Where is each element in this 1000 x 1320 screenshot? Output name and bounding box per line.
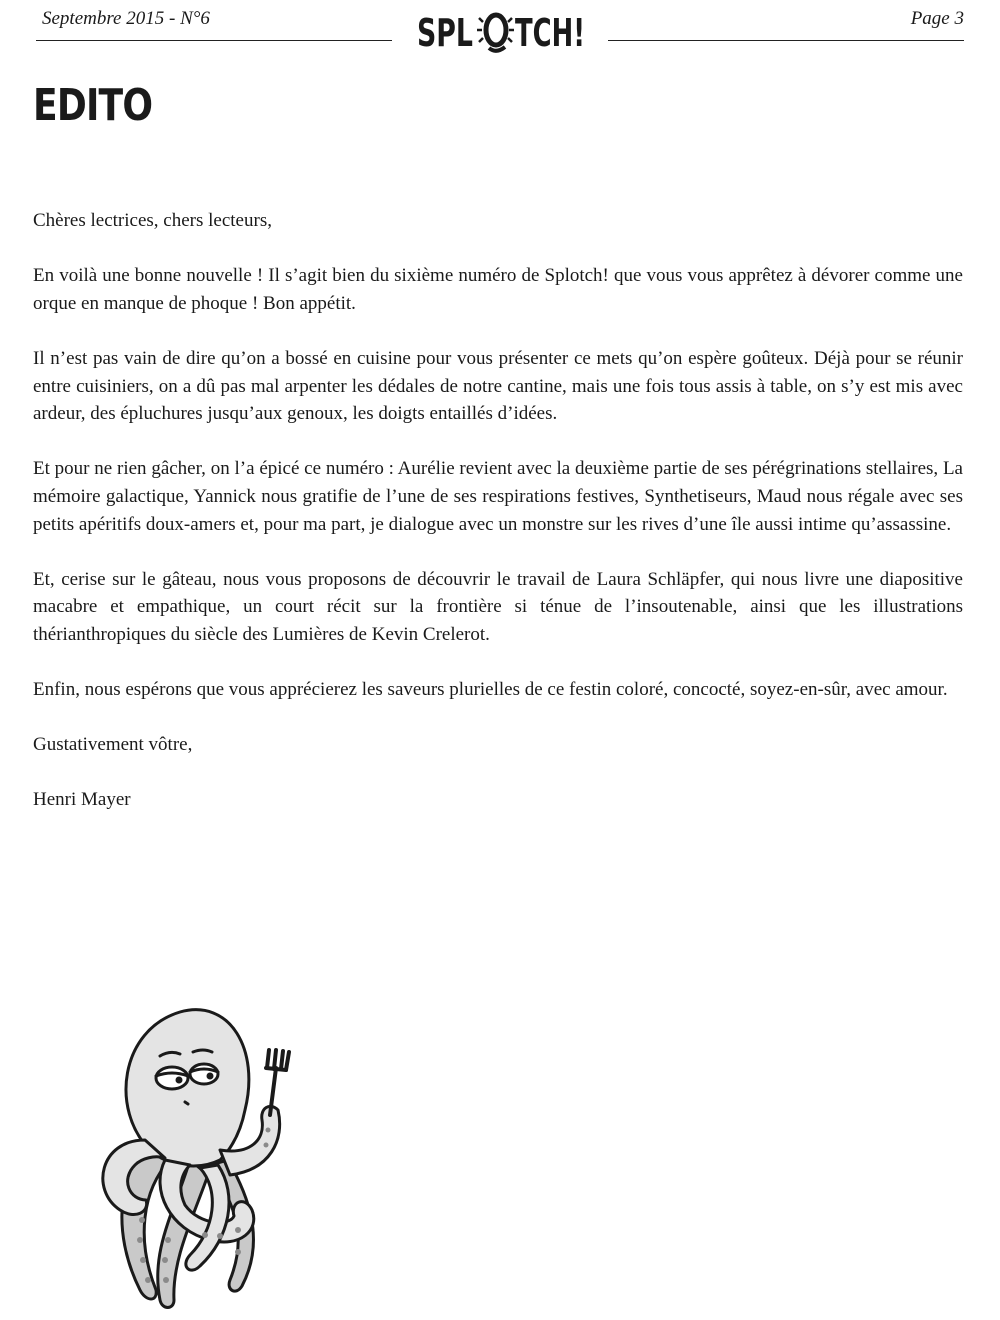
paragraph: Enfin, nous espérons que vous apprécierez les saveurs plurielles de ce festin coloré, concocté, soyez-en-sûr, avec amour. — [33, 679, 948, 701]
svg-text:TCH!: TCH! — [515, 11, 585, 55]
signature: Henri Mayer — [33, 789, 131, 811]
header-rule-left — [36, 40, 392, 41]
page-header — [0, 0, 1000, 60]
paragraph: Chères lectrices, chers lecteurs, — [33, 210, 272, 231]
paragraph: En voilà une bonne nouvelle ! Il s’agit bien du sixième numéro de Splotch! que vous vous apprêtez à dévorer comme une orque en manque de phoque ! Bon appétit. — [33, 265, 963, 314]
header-rule-right — [608, 40, 964, 41]
page-number: Page 3 — [910, 8, 964, 29]
paragraph: Et pour ne rien gâcher, on l’a épicé ce numéro : Aurélie revient avec la deuxième partie de ses pérégrinations stellaires, La mémoire galactique, Yannick nous gratifie de l’une de ses respirations festives, Synthetiseurs, Maud nous régale avec ses petits apéritifs doux-amers et, pour ma part, je dialogue avec un monstre sur les rives d’une île aussi intime qu’assassine. — [33, 458, 963, 535]
page-title: EDITO — [33, 80, 153, 131]
closing-line: Gustativement vôtre, — [33, 734, 193, 756]
splotch-logo — [415, 4, 587, 56]
paragraph: Et, cerise sur le gâteau, nous vous proposons de découvrir le travail de Laura Schläpfer, qui nous livre une diapositive macabre et empathique, un court récit sur la frontière si ténue de l’insoutenable, ainsi que les illustrations thérianthropiques du siècle des Lumières de Kevin Crelerot. — [33, 568, 963, 645]
editorial-body — [33, 207, 963, 842]
svg-text:SPL: SPL — [417, 11, 473, 55]
octopus-with-fork-icon — [80, 990, 310, 1320]
issue-date: Septembre 2015 - N°6 — [42, 8, 210, 29]
paragraph: Il n’est pas vain de dire qu’on a bossé en cuisine pour vous présenter ce mets qu’on espère goûteux. Déjà pour se réunir entre cuisiniers, on a dû pas mal arpenter les dédales de notre cantine, mais une fois tous assis à table, on s’y est mis avec ardeur, des épluchures jusqu’aux genoux, les doigts entaillés d’idées. — [33, 347, 963, 425]
